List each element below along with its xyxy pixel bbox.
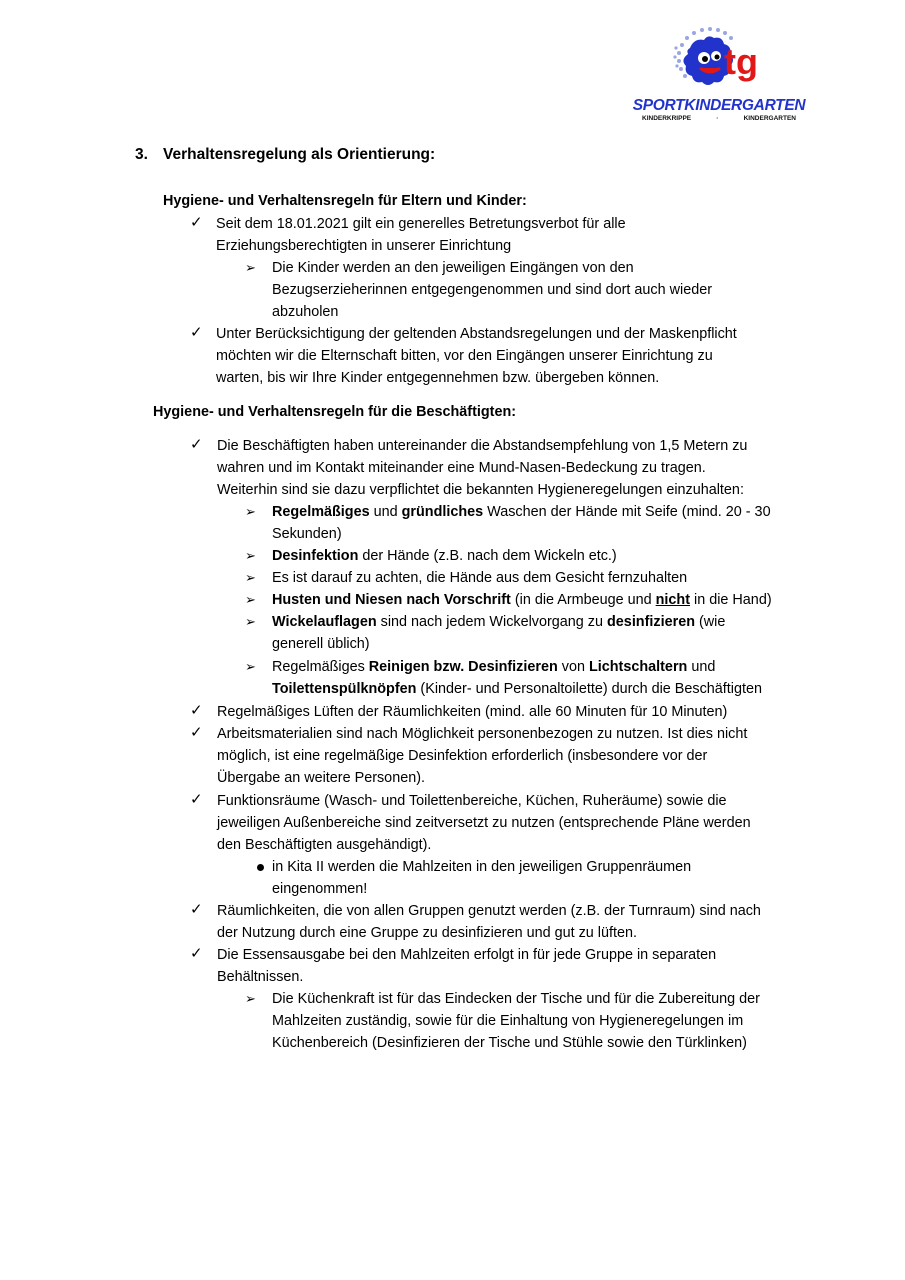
staff-item3-line3: Übergabe an weitere Personen). (217, 770, 425, 786)
checkmark-icon: ✓ (190, 214, 203, 231)
svg-text:tg: tg (724, 41, 758, 82)
checkmark-icon: ✓ (190, 702, 203, 719)
checkmark-icon: ✓ (190, 901, 203, 918)
checkmark-icon: ✓ (190, 791, 203, 808)
staff-item4-line3: den Beschäftigten ausgehändigt). (217, 837, 432, 853)
staff-sub6-line2: Toilettenspülknöpfen (Kinder- und Personaltoilette) durch die Beschäftigten (272, 681, 763, 697)
staff-heading: Hygiene- und Verhaltensregeln für die Beschäftigten: (153, 404, 517, 420)
arrow-bullet-icon: ➢ (245, 260, 256, 275)
checkmark-icon: ✓ (190, 945, 203, 962)
checkmark-icon: ✓ (190, 724, 203, 741)
staff-sub4: Husten und Niesen nach Vorschrift (in die Armbeuge und nicht in die Hand) (272, 592, 772, 608)
bullet-dot-icon (257, 864, 264, 871)
staff-item4-sub-line2: eingenommen! (272, 881, 368, 897)
staff-sub6-line1: Regelmäßiges Reinigen bzw. Desinfizieren von Lichtschaltern und (272, 659, 716, 675)
section-number: 3. (135, 146, 148, 163)
staff-sub1-line2: Sekunden) (272, 526, 342, 542)
staff-item1-line1: Die Beschäftigten haben untereinander die Abstandsempfehlung von 1,5 Metern zu (217, 438, 748, 454)
sportkindergarten-logo (628, 26, 810, 126)
parents-item1-sub-line2: Bezugserzieherinnen entgegengenommen und sind dort auch wieder (272, 282, 713, 298)
logo-subtitle: KINDERKRIPPE · KINDERGARTEN (642, 115, 796, 122)
staff-item2: Regelmäßiges Lüften der Räumlichkeiten (mind. alle 60 Minuten für 10 Minuten) (217, 704, 728, 720)
staff-item1-line3: Weiterhin sind sie dazu verpflichtet die bekannten Hygieneregelungen einzuhalten: (217, 482, 744, 498)
staff-item4-line2: jeweiligen Außenbereiche sind zeitversetzt zu nutzen (entsprechende Pläne werden (217, 815, 751, 831)
staff-item6-sub-line1: Die Küchenkraft ist für das Eindecken der Tische und für die Zubereitung der (272, 991, 760, 1007)
staff-sub1-line1: Regelmäßiges und gründliches Waschen der Hände mit Seife (mind. 20 - 30 (272, 504, 771, 520)
staff-item6-line2: Behältnissen. (217, 969, 304, 985)
parents-item1-sub-line3: abzuholen (272, 304, 339, 320)
staff-item6-sub-line2: Mahlzeiten zuständig, sowie für die Einhaltung von Hygieneregelungen im (272, 1013, 744, 1029)
staff-item5-line2: der Nutzung durch eine Gruppe zu desinfizieren und gut zu lüften. (217, 925, 637, 941)
staff-item1-line2: wahren und im Kontakt miteinander eine Mund-Nasen-Bedeckung zu tragen. (217, 460, 706, 476)
arrow-bullet-icon: ➢ (245, 991, 256, 1006)
arrow-bullet-icon: ➢ (245, 614, 256, 629)
staff-item5-line1: Räumlichkeiten, die von allen Gruppen genutzt werden (z.B. der Turnraum) sind nach (217, 903, 761, 919)
logo-brand-name: SPORTKINDERGARTEN (632, 97, 806, 114)
staff-sub3: Es ist darauf zu achten, die Hände aus dem Gesicht fernzuhalten (272, 570, 688, 586)
staff-item6-sub-line3: Küchenbereich (Desinfizieren der Tische und Stühle sowie den Türklinken) (272, 1035, 747, 1051)
arrow-bullet-icon: ➢ (245, 659, 256, 674)
arrow-bullet-icon: ➢ (245, 592, 256, 607)
parents-item1-sub-line1: Die Kinder werden an den jeweiligen Eingängen von den (272, 260, 634, 276)
parents-heading: Hygiene- und Verhaltensregeln für Eltern und Kinder: (163, 193, 527, 209)
arrow-bullet-icon: ➢ (245, 548, 256, 563)
staff-item4-line1: Funktionsräume (Wasch- und Toilettenbereiche, Küchen, Ruheräume) sowie die (217, 793, 727, 809)
section-title: Verhaltensregelung als Orientierung: (163, 146, 436, 163)
parents-item2-line3: warten, bis wir Ihre Kinder entgegennehmen bzw. übergeben können. (216, 370, 660, 386)
parents-item2-line2: möchten wir die Elternschaft bitten, vor den Eingängen unserer Einrichtung zu (216, 348, 713, 364)
staff-item4-sub-line1: in Kita II werden die Mahlzeiten in den jeweiligen Gruppenräumen (272, 859, 692, 875)
staff-item3-line2: möglich, ist eine regelmäßige Desinfektion erforderlich (insbesondere vor der (217, 748, 708, 764)
staff-item3-line1: Arbeitsmaterialien sind nach Möglichkeit personenbezogen zu nutzen. Ist dies nicht (217, 726, 748, 742)
staff-sub2: Desinfektion der Hände (z.B. nach dem Wickeln etc.) (272, 548, 617, 564)
staff-sub5-line1: Wickelauflagen sind nach jedem Wickelvorgang zu desinfizieren (wie (272, 614, 726, 630)
parents-item1-line2: Erziehungsberechtigten in unserer Einrichtung (216, 238, 512, 254)
arrow-bullet-icon: ➢ (245, 570, 256, 585)
staff-sub5-line2: generell üblich) (272, 636, 370, 652)
staff-item6-line1: Die Essensausgabe bei den Mahlzeiten erfolgt in für jede Gruppe in separaten (217, 947, 717, 963)
parents-item2-line1: Unter Berücksichtigung der geltenden Abstandsregelungen und der Maskenpflicht (216, 326, 737, 342)
checkmark-icon: ✓ (190, 324, 203, 341)
checkmark-icon: ✓ (190, 436, 203, 453)
logo-mascot-icon (672, 26, 762, 96)
arrow-bullet-icon: ➢ (245, 504, 256, 519)
parents-item1-line1: Seit dem 18.01.2021 gilt ein generelles Betretungsverbot für alle (216, 216, 626, 232)
